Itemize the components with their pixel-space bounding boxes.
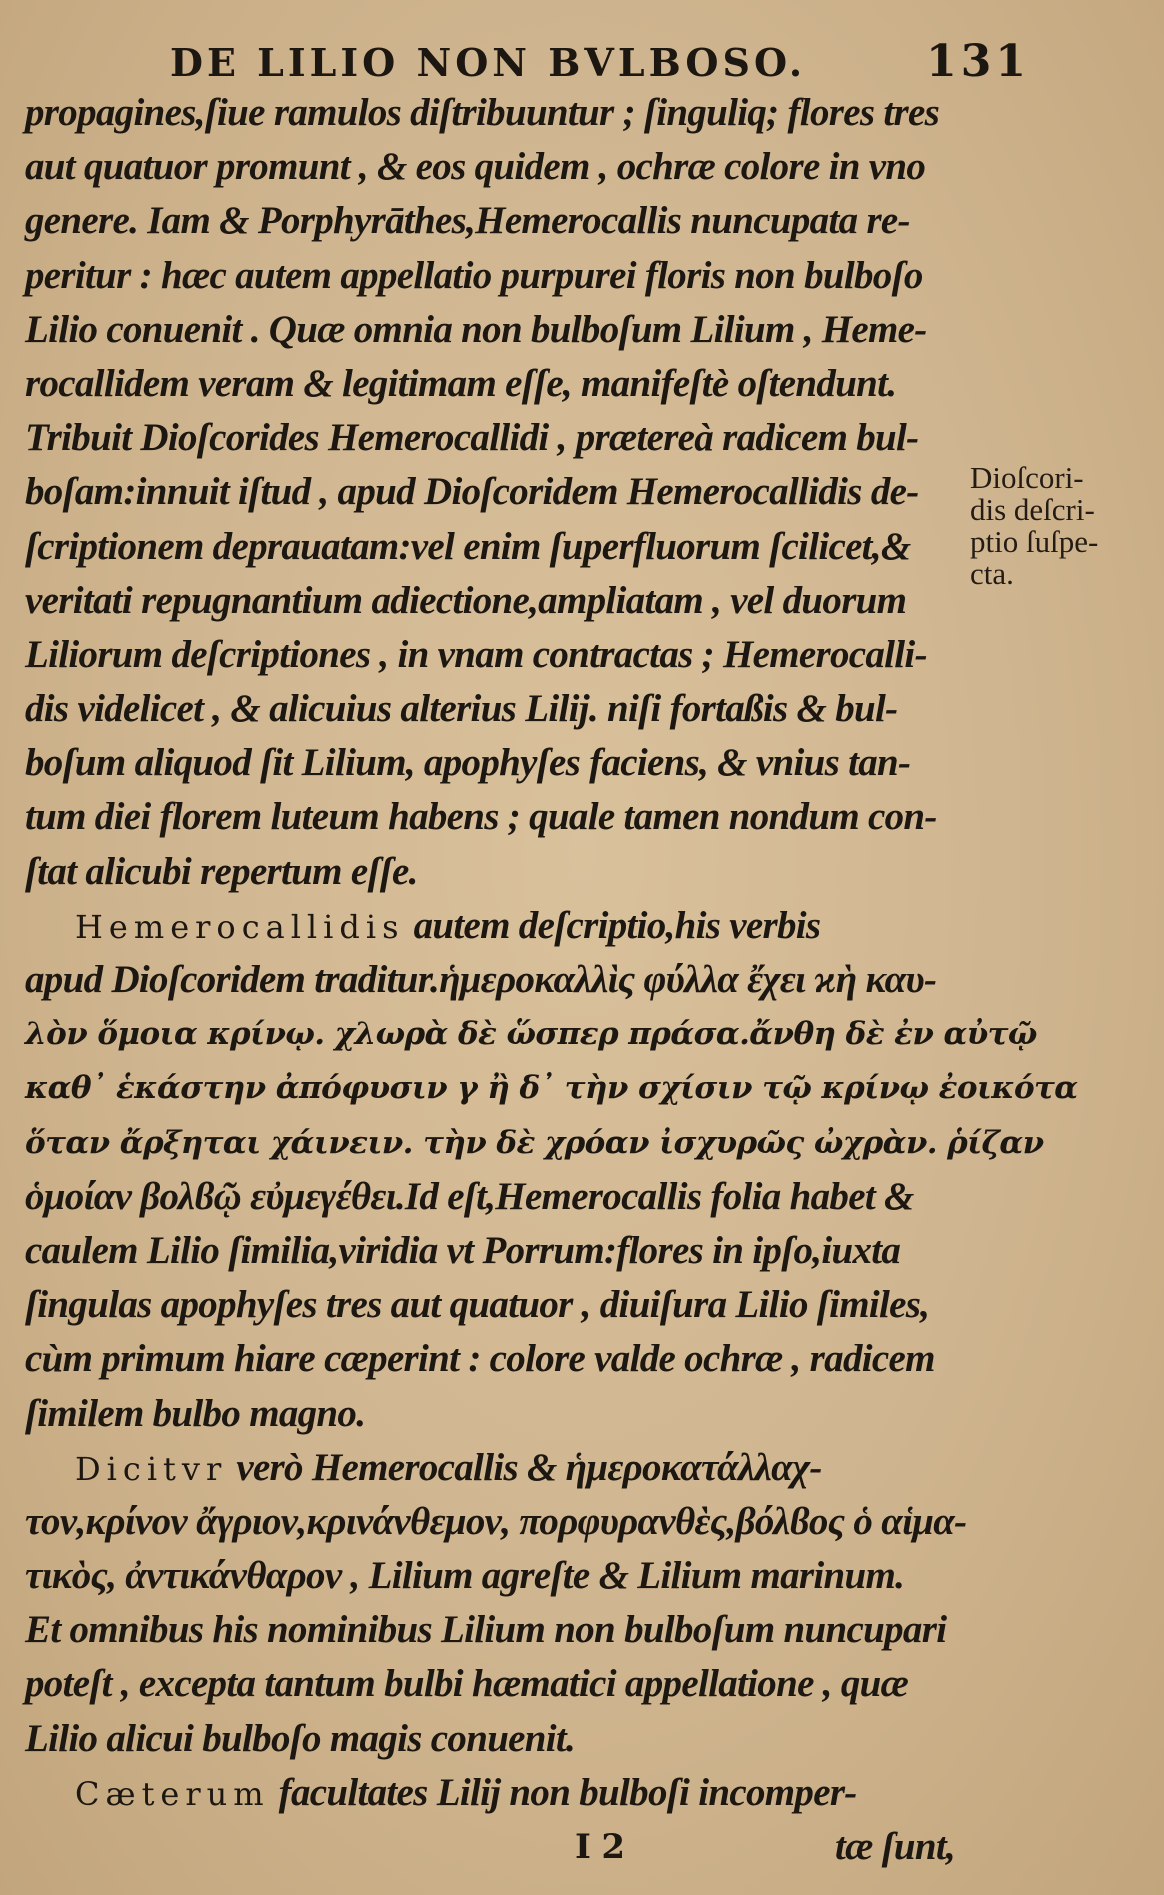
- catchword: tæ ſunt,: [835, 1825, 956, 1868]
- text-line: ſcriptionem deprauatam:vel enim ſuperfluorum ſcilicet,&: [25, 524, 911, 568]
- running-head: DE LILIO NON BVLBOSO.: [170, 40, 807, 85]
- text-line: ſingulas apophyſes tres aut quatuor , diuiſura Lilio ſimiles,: [25, 1283, 930, 1327]
- small-caps-opener: Cæterum: [75, 1774, 270, 1813]
- margin-note: [970, 462, 1150, 590]
- margin-note-line: ptio ſuſpe-: [970, 524, 1099, 559]
- text-line: boſam:innuit iſtud , apud Dioſcoridem Hemerocallidis de-: [25, 470, 919, 514]
- text-line: ſimilem bulbo magno.: [25, 1391, 366, 1435]
- text-line: ſtat alicubi repertum eſſe.: [25, 849, 418, 893]
- text-line: apud Dioſcoridem traditur.ἡμεροκαλλὶς φύλλα ἔχει ϰὴ καυ-: [25, 958, 937, 1001]
- paragraph-dicitur: [25, 1441, 965, 1495]
- text-line: dis videlicet , & alicuius alterius Lilij. niſi fortaßis & bul-: [25, 687, 898, 731]
- text-line: rocallidem veram & legitimam eſſe, manifeſtè oſtendunt.: [25, 361, 897, 405]
- paragraph-hemerocallidis: [25, 899, 965, 953]
- margin-note-line: Dioſcori-: [970, 460, 1084, 495]
- text-line: peritur : hæc autem appellatio purpurei floris non bulboſo: [25, 253, 923, 297]
- opener-rest: facultates Lilij non bulboſi incomper-: [269, 1770, 857, 1814]
- text-line: caulem Lilio ſimilia,viridia vt Porrum:flores in ipſo,iuxta: [25, 1228, 901, 1272]
- text-line: boſum aliquod ſit Lilium, apophyſes faciens, & vnius tan-: [25, 741, 911, 785]
- text-line: poteſt , excepta tantum bulbi hæmatici appellatione , quæ: [25, 1662, 909, 1706]
- text-line: tum diei florem luteum habens ; quale tamen nondum con-: [25, 795, 937, 839]
- opener-rest: autem deſcriptio,his verbis: [404, 903, 821, 947]
- greek-line: λὸν ὅμοια κρίνῳ. χλωρὰ δὲ ὥσπερ πράσα.ἄνθη δὲ ἐν αὐτῷ: [25, 1016, 1037, 1053]
- text-line: aut quatuor promunt , & eos quidem , ochræ colore in vno: [25, 145, 926, 189]
- text-line: Lilio conuenit . Quæ omnia non bulboſum Lilium , Heme-: [25, 307, 927, 351]
- greek-line: καθ᾽ ἑκάστην ἀπόφυσιν γ ἢ δ᾽ τὴν σχίσιν τῷ κρίνῳ ἐοικότα: [25, 1070, 1078, 1107]
- text-line: veritati repugnantium adiectione,ampliatam , vel duorum: [25, 578, 907, 622]
- text-line: Liliorum deſcriptiones , in vnam contractas ; Hemerocalli-: [25, 632, 927, 676]
- text-line: Lilio alicui bulboſo magis conuenit.: [25, 1716, 576, 1760]
- margin-note-line: dis deſcri-: [970, 492, 1095, 527]
- text-line: propagines,ſiue ramulos diſtribuuntur ; ſinguliq; flores tres: [25, 91, 940, 134]
- text-line: τον,κρίνον ἄγριον,κρινάνθεμον, πορφυρανθὲς,βόλϐος ὁ αἱμα-: [25, 1499, 967, 1543]
- greek-line: ὅταν ἄρξηται χάινειν. τὴν δὲ χρόαν ἰσχυρῶς ὠχρὰν. ῥίζαν: [25, 1124, 1044, 1161]
- text-line: Et omnibus his nominibus Lilium non bulboſum nuncupari: [25, 1608, 947, 1652]
- page-footer: [25, 1820, 965, 1874]
- signature-mark: I 2: [575, 1827, 625, 1867]
- text-line: ὁμοίαν βολϐῷ εὐμεγέθει.Id eſt,Hemerocallis folia habet &: [25, 1174, 914, 1218]
- paragraph-caeterum: [25, 1766, 965, 1820]
- text-line: τικὸς, ἀντικάνθαρον , Lilium agreſte & Lilium marinum.: [25, 1554, 905, 1598]
- text-line: Tribuit Dioſcorides Hemerocallidi , prætereà radicem bul-: [25, 416, 919, 460]
- page-number: 131: [926, 36, 1030, 87]
- margin-note-line: cta.: [970, 556, 1014, 591]
- page-header: [170, 36, 1030, 86]
- text-line: genere. Iam & Porphyrāthes,Hemerocallis nuncupata re-: [25, 199, 910, 243]
- small-caps-opener: Hemerocallidis: [75, 907, 405, 946]
- opener-rest: verò Hemerocallis & ἡμεροκατάλλαχ-: [227, 1445, 822, 1489]
- text-line: cùm primum hiare cæperint : colore valde ochræ , radicem: [25, 1337, 935, 1381]
- small-caps-opener: Dicitvr: [75, 1449, 228, 1488]
